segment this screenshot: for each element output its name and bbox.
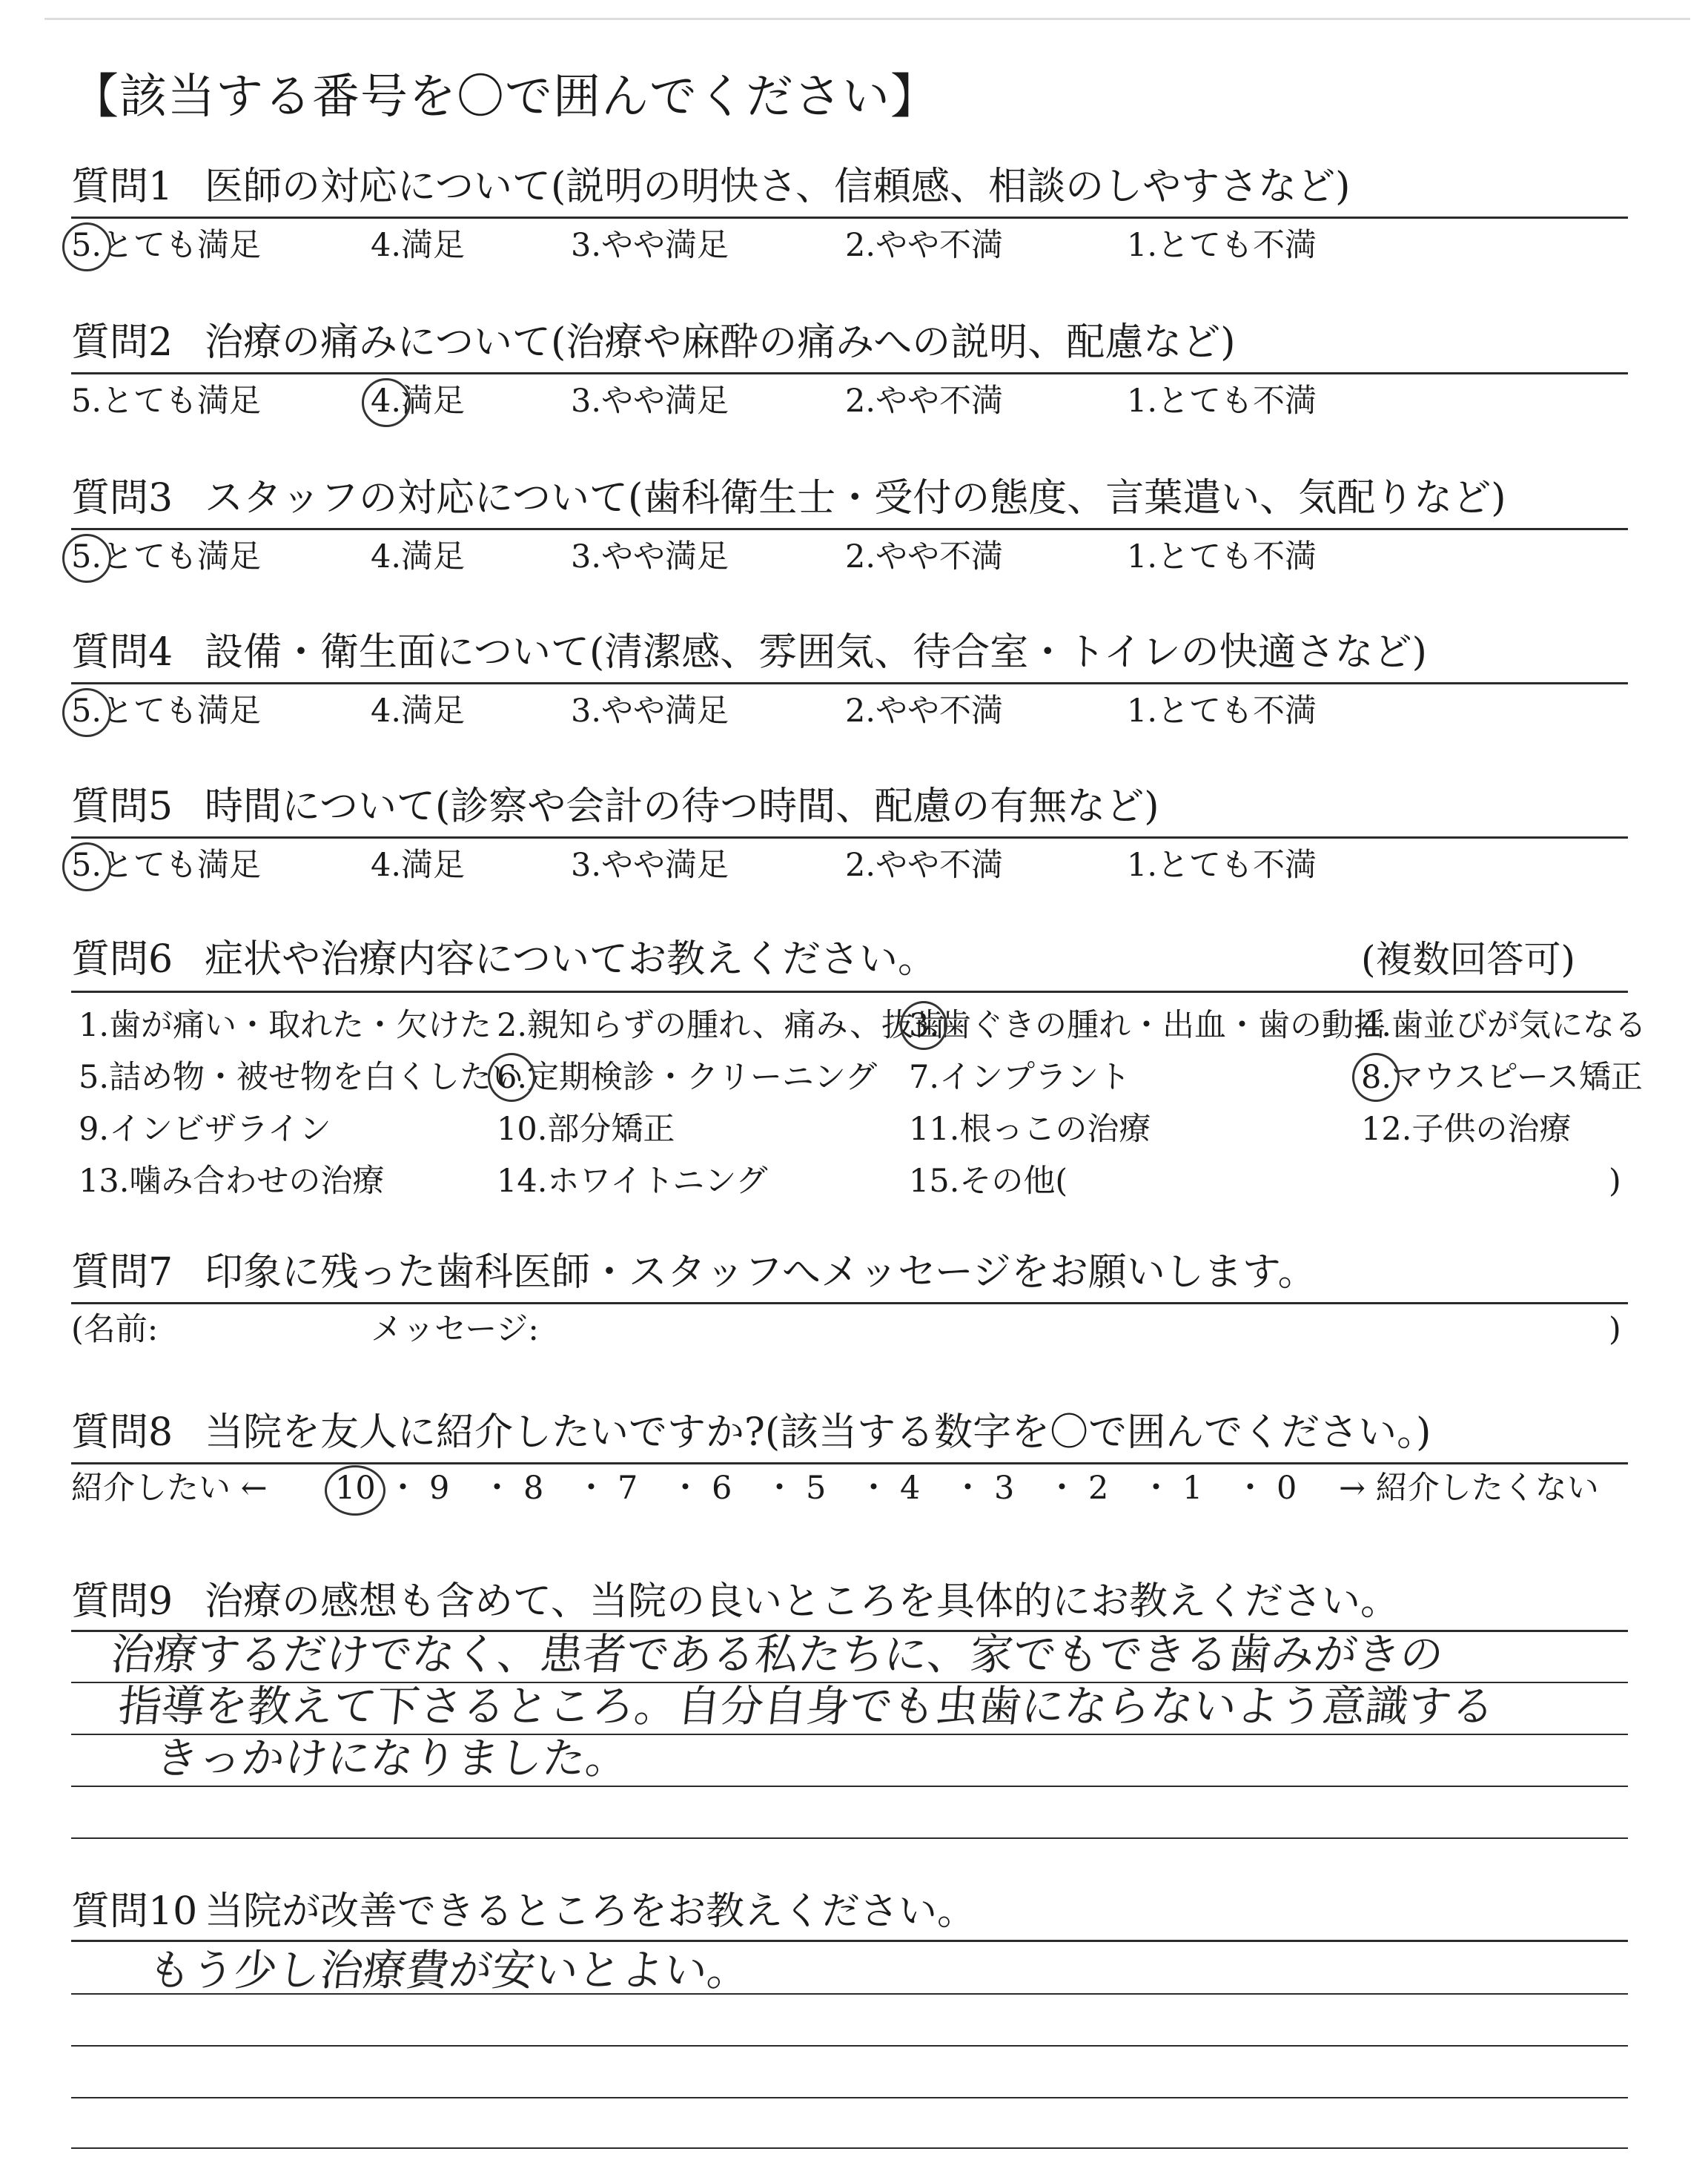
q4-number: 質問4 [71, 630, 173, 675]
rating-option[interactable]: 1.とても不満 [1127, 383, 1317, 420]
q6-option[interactable]: 7.インプラント [909, 1059, 1131, 1096]
q9-line [71, 1786, 1628, 1787]
q9-text: 治療の感想も含めて、当院の良いところを具体的にお教えください。 [205, 1579, 1399, 1624]
q1-text: 医師の対応について(説明の明快さ、信頼感、相談のしやすさなど) [205, 165, 1351, 209]
q8-separator-dot: ・ [1140, 1470, 1172, 1507]
q3-rule [71, 528, 1628, 530]
q8-left-label: 紹介したい ← [71, 1470, 268, 1507]
rating-option[interactable]: 1.とても不満 [1127, 538, 1317, 575]
q8-separator-dot: ・ [1234, 1470, 1266, 1507]
q8-heading [71, 1409, 1431, 1456]
selection-circle [1352, 1053, 1400, 1102]
rating-option[interactable]: 5.とても満足 [71, 693, 262, 730]
q6-multiple-note: (複数回答可) [1361, 938, 1576, 981]
q9-number: 質問9 [71, 1579, 173, 1624]
q7-name-label: (名前: [71, 1311, 159, 1348]
q6-rule [71, 991, 1628, 993]
q1-number: 質問1 [71, 165, 173, 209]
rating-option[interactable]: 2.やや不満 [845, 383, 1004, 420]
rating-option[interactable]: 5.とても満足 [71, 538, 262, 575]
q5-text: 時間について(診察や会計の待つ時間、配慮の有無など) [205, 785, 1159, 829]
q1-rule [71, 217, 1628, 219]
q6-other-close-paren: ) [1609, 1163, 1621, 1200]
q8-scale-value[interactable]: 5 [806, 1470, 827, 1507]
rating-option[interactable]: 2.やや不満 [845, 847, 1004, 884]
rating-option[interactable]: 5.とても満足 [71, 383, 262, 420]
selection-circle [325, 1465, 385, 1516]
rating-option[interactable]: 1.とても不満 [1127, 693, 1317, 730]
q9-answer-line-1: 治療するだけでなく、患者である私たちに、家でもできる歯みがきの [108, 1629, 1446, 1680]
q7-text: 印象に残った歯科医師・スタッフへメッセージをお願いします。 [205, 1250, 1317, 1295]
q9-heading [71, 1578, 1399, 1625]
q8-scale-value[interactable]: 3 [994, 1470, 1015, 1507]
q7-close-paren: ) [1609, 1311, 1621, 1348]
q9-line [71, 1837, 1628, 1839]
q6-option[interactable]: 2.親知らずの腫れ、痛み、抜歯 [497, 1007, 946, 1044]
q5-rule [71, 836, 1628, 839]
selection-circle [488, 1053, 535, 1102]
q8-scale-value[interactable]: 2 [1088, 1470, 1109, 1507]
selection-circle [62, 222, 111, 271]
q6-number: 質問6 [71, 937, 173, 982]
selection-circle [62, 534, 111, 583]
selection-circle [62, 842, 111, 891]
q10-number: 質問10 [71, 1889, 198, 1934]
q8-scale-value[interactable]: 10 [335, 1470, 376, 1507]
q8-scale-value[interactable]: 6 [712, 1470, 732, 1507]
q6-option[interactable]: 1.歯が痛い・取れた・欠けた [79, 1007, 492, 1044]
rating-option[interactable]: 4.満足 [371, 538, 466, 575]
q8-scale-value[interactable]: 7 [618, 1470, 638, 1507]
q7-message-label: メッセージ: [371, 1311, 539, 1348]
q2-number: 質問2 [71, 320, 173, 365]
q2-rule [71, 372, 1628, 374]
q8-scale-value[interactable]: 9 [429, 1470, 450, 1507]
q10-line [71, 2147, 1628, 2149]
q8-separator-dot: ・ [952, 1470, 984, 1507]
q6-option[interactable]: 11.根っこの治療 [909, 1111, 1151, 1148]
q8-scale-value[interactable]: 8 [523, 1470, 544, 1507]
q3-heading [71, 475, 1506, 522]
q7-heading [71, 1249, 1317, 1296]
q6-option[interactable]: 14.ホワイトニング [497, 1163, 768, 1200]
q4-text: 設備・衛生面について(清潔感、雰囲気、待合室・トイレの快適さなど) [205, 630, 1427, 675]
q8-separator-dot: ・ [669, 1470, 701, 1507]
q5-heading [71, 783, 1159, 830]
rating-option[interactable]: 4.満足 [371, 693, 466, 730]
q8-separator-dot: ・ [858, 1470, 890, 1507]
q6-option[interactable]: 12.子供の治療 [1361, 1111, 1572, 1148]
q8-rule [71, 1462, 1628, 1464]
q3-number: 質問3 [71, 476, 173, 521]
rating-option[interactable]: 4.満足 [371, 383, 466, 420]
q6-option[interactable]: 4.歯並びが気になる [1361, 1007, 1647, 1044]
q6-option[interactable]: 9.インビザライン [79, 1111, 331, 1148]
rating-option[interactable]: 3.やや満足 [571, 227, 729, 264]
rating-option[interactable]: 4.満足 [371, 847, 466, 884]
selection-circle [900, 1001, 947, 1050]
rating-option[interactable]: 4.満足 [371, 227, 466, 264]
q6-text: 症状や治療内容についてお教えください。 [205, 937, 936, 982]
rating-option[interactable]: 3.やや満足 [571, 693, 729, 730]
q10-rule [71, 1940, 1628, 1942]
q6-option[interactable]: 6.定期検診・クリーニング [497, 1059, 878, 1096]
q8-scale-value[interactable]: 0 [1277, 1470, 1297, 1507]
q6-heading [71, 936, 936, 983]
q10-line [71, 2045, 1628, 2047]
q3-text: スタッフの対応について(歯科衛生士・受付の態度、言葉遣い、気配りなど) [205, 476, 1506, 521]
rating-option[interactable]: 5.とても満足 [71, 227, 262, 264]
q5-number: 質問5 [71, 785, 173, 829]
q9-answer-line-3: きっかけになりました。 [153, 1733, 632, 1783]
q4-rule [71, 682, 1628, 684]
q10-answer-line-1: もう少し治療費が安いとよい。 [145, 1945, 753, 1995]
q8-separator-dot: ・ [1046, 1470, 1078, 1507]
rating-option[interactable]: 3.やや満足 [571, 383, 729, 420]
q10-text: 当院が改善できるところをお教えください。 [205, 1889, 976, 1934]
q6-option[interactable]: 5.詰め物・被せ物を白くしたい [79, 1059, 524, 1096]
q1-heading [71, 163, 1350, 211]
selection-circle [362, 378, 411, 427]
rating-option[interactable]: 3.やや満足 [571, 538, 729, 575]
q8-separator-dot: ・ [387, 1470, 419, 1507]
q6-option[interactable]: 13.噛み合わせの治療 [79, 1163, 385, 1200]
q7-rule [71, 1302, 1628, 1304]
rating-option[interactable]: 1.とても不満 [1127, 227, 1317, 264]
q8-separator-dot: ・ [764, 1470, 795, 1507]
rating-option[interactable]: 2.やや不満 [845, 227, 1004, 264]
q8-number: 質問8 [71, 1410, 173, 1455]
rating-option[interactable]: 2.やや不満 [845, 693, 1004, 730]
q6-option[interactable]: 15.その他( [909, 1163, 1068, 1200]
q10-heading [71, 1888, 976, 1935]
q9-answer-line-2: 指導を教えて下さるところ。自分自身でも虫歯にならないよう意識する [116, 1681, 1497, 1731]
rating-option[interactable]: 5.とても満足 [71, 847, 262, 884]
q7-number: 質問7 [71, 1250, 173, 1295]
q10-line [71, 2097, 1628, 2098]
rating-option[interactable]: 3.やや満足 [571, 847, 729, 884]
q6-option[interactable]: 10.部分矯正 [497, 1111, 675, 1148]
q2-heading [71, 319, 1236, 366]
q8-scale-value[interactable]: 1 [1182, 1470, 1203, 1507]
q4-heading [71, 629, 1427, 676]
form-title: 【該当する番号を〇で囲んでください】 [71, 70, 939, 125]
selection-circle [62, 688, 111, 737]
q6-option[interactable]: 3.歯ぐきの腫れ・出血・歯の動揺 [909, 1007, 1386, 1044]
q8-scale-value[interactable]: 4 [900, 1470, 921, 1507]
rating-option[interactable]: 1.とても不満 [1127, 847, 1317, 884]
q8-separator-dot: ・ [575, 1470, 607, 1507]
q8-text: 当院を友人に紹介したいですか?(該当する数字を〇で囲んでください。) [205, 1410, 1431, 1455]
q8-right-label: → 紹介したくない [1339, 1470, 1599, 1507]
q6-option[interactable]: 8.マウスピース矯正 [1361, 1059, 1643, 1096]
top-border [44, 18, 1690, 20]
q8-separator-dot: ・ [481, 1470, 513, 1507]
rating-option[interactable]: 2.やや不満 [845, 538, 1004, 575]
q2-text: 治療の痛みについて(治療や麻酔の痛みへの説明、配慮など) [205, 320, 1236, 365]
